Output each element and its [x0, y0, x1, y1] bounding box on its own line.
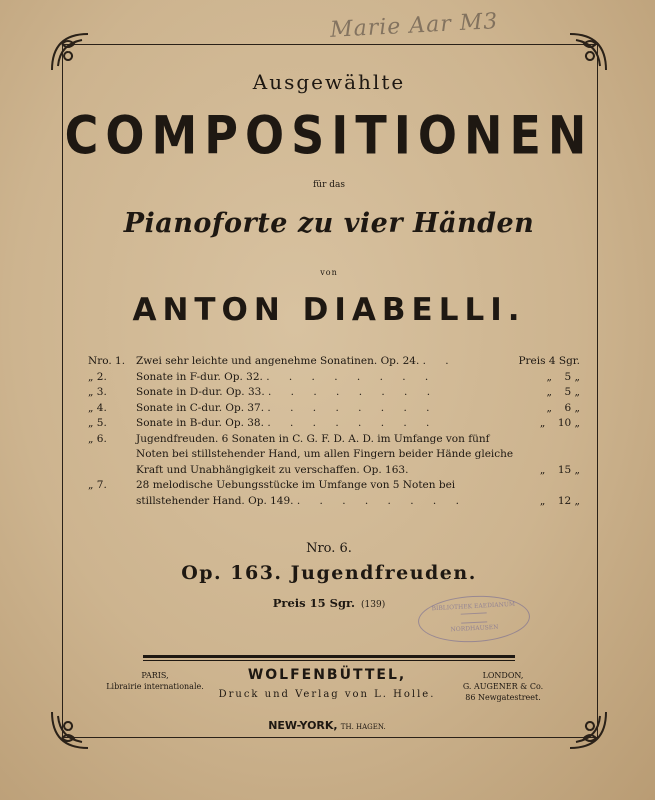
list-item: „ 4. Sonate in C-dur. Op. 37. . . . . . . . . „ 6 „ — [88, 401, 580, 414]
selected-price: Preis 15 Sgr. (139) — [272, 596, 386, 610]
list-item: „ 7. 28 melodische Uebungsstücke im Umfange von 5 Noten bei stillstehender Hand. Op. 149. . . . . . . . . „ 12 „ — [88, 479, 580, 507]
imprint-rule — [143, 655, 515, 658]
subtitle-ausgewaehlte: Ausgewählte — [252, 70, 406, 94]
imprint-london: LONDON, G. AUGENER & Co. 86 Newgatestreet. — [462, 671, 544, 702]
ornament-corner-icon — [48, 708, 92, 752]
ornament-corner-icon — [48, 30, 92, 74]
works-list — [88, 354, 588, 509]
ornament-corner-icon — [566, 708, 610, 752]
selected-number: Nro. 6. — [306, 541, 352, 556]
list-item: „ 6. Jugendfreuden. 6 Sonaten in C. G. F. D. A. D. im Umfange von fünf Noten bei stillstehender Hand, um allen Fingern beider Hände gleiche Kraft und Unabhängigkeit zu verschaffen. Op. 163. „ 15 „ — [88, 432, 580, 476]
composer-name: ANTON DIABELLI. — [132, 292, 526, 328]
imprint-new-york: NEW-YORK, TH. HAGEN. — [268, 719, 386, 732]
handwritten-owner-note: Marie Aar M3 — [329, 9, 499, 43]
library-stamp: BIBLIOTHEK EAEDIANUM NORDHAUSEN — [417, 593, 531, 645]
list-item: „ 5. Sonate in B-dur. Op. 38. . . . . . . . . „ 10 „ — [88, 417, 580, 429]
imprint-rule — [143, 660, 515, 661]
von-text: von — [320, 268, 338, 277]
imprint-paris: PARIS, Librairie internationale. — [106, 671, 204, 691]
list-item: „ 2. Sonate in F-dur. Op. 32. . . . . . . . . „ 5 „ — [88, 370, 580, 383]
imprint-publisher: WOLFENBÜTTEL, Druck und Verlag von L. Holle. — [218, 667, 436, 700]
ornament-corner-icon — [566, 30, 610, 74]
list-item: „ 3. Sonate in D-dur. Op. 33. . . . . . . . . „ 5 „ — [88, 386, 580, 398]
main-title: COMPOSITIONEN — [64, 103, 594, 167]
selected-work-title: Op. 163. Jugendfreuden. — [181, 562, 477, 584]
list-item: Nro. 1. Zwei sehr leichte und angenehme Sonatinen. Op. 24. . . Preis 4 Sgr. — [88, 355, 580, 367]
instrument-title: Pianoforte zu vier Händen — [123, 208, 535, 239]
fur-das-text: für das — [312, 180, 346, 190]
